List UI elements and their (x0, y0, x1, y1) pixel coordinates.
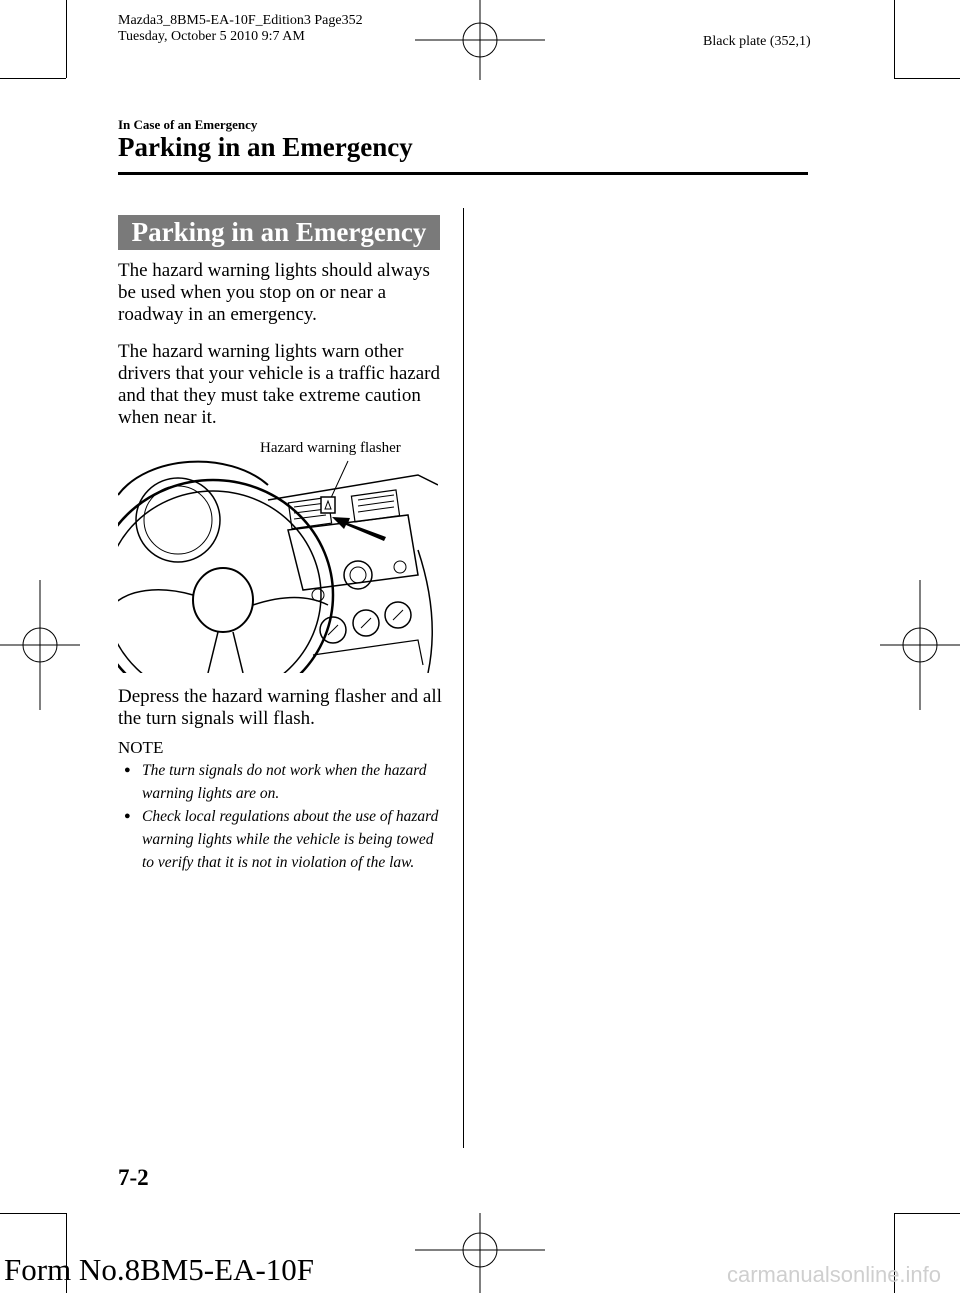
crop-mark (894, 0, 895, 78)
crop-mark (0, 1213, 66, 1214)
paragraph-instruction: Depress the hazard warning flasher and all the turn signals will flash. (118, 686, 442, 729)
plate-info: Black plate (352,1) (703, 34, 811, 49)
list-item (124, 805, 444, 874)
section-label: In Case of an Emergency (118, 117, 258, 132)
crop-mark (894, 1213, 960, 1214)
site-watermark: carmanualsonline.info (727, 1262, 942, 1287)
list-item (124, 759, 444, 805)
registration-mark-top (415, 0, 545, 80)
figure-caption: Hazard warning flasher (260, 440, 401, 456)
registration-mark-left (0, 580, 80, 710)
paragraph-usage: The hazard warning lights should always be used when you stop on or near a roadway in an emergency. (118, 260, 430, 325)
form-number: Form No.8BM5-EA-10F (4, 1252, 315, 1287)
page-title: Parking in an Emergency (118, 132, 413, 162)
file-info: Mazda3_8BM5-EA-10F_Edition3 Page352 (118, 13, 363, 28)
crop-mark (0, 78, 66, 79)
bullet-icon: ● (124, 764, 131, 776)
column-divider (463, 208, 464, 1148)
section-heading: Parking in an Emergency (118, 215, 440, 250)
header-rule (118, 172, 808, 175)
note-list (124, 759, 444, 874)
registration-mark-bottom (415, 1213, 545, 1293)
note-text: The turn signals do not work when the hazard warning lights are on. (142, 762, 427, 802)
registration-mark-right (880, 580, 960, 710)
bullet-icon: ● (124, 810, 131, 822)
print-date: Tuesday, October 5 2010 9:7 AM (118, 29, 305, 44)
dashboard-illustration (118, 455, 438, 673)
note-text: Check local regulations about the use of hazard warning lights while the vehicle is being towed to verify that it is not in violation of the law. (142, 808, 439, 871)
crop-mark (66, 0, 67, 78)
paragraph-warning: The hazard warning lights warn other drivers that your vehicle is a traffic hazard and that they must take extreme caution when near it. (118, 341, 440, 428)
crop-mark (894, 78, 960, 79)
note-label: NOTE (118, 738, 164, 757)
page-number: 7-2 (118, 1165, 149, 1190)
